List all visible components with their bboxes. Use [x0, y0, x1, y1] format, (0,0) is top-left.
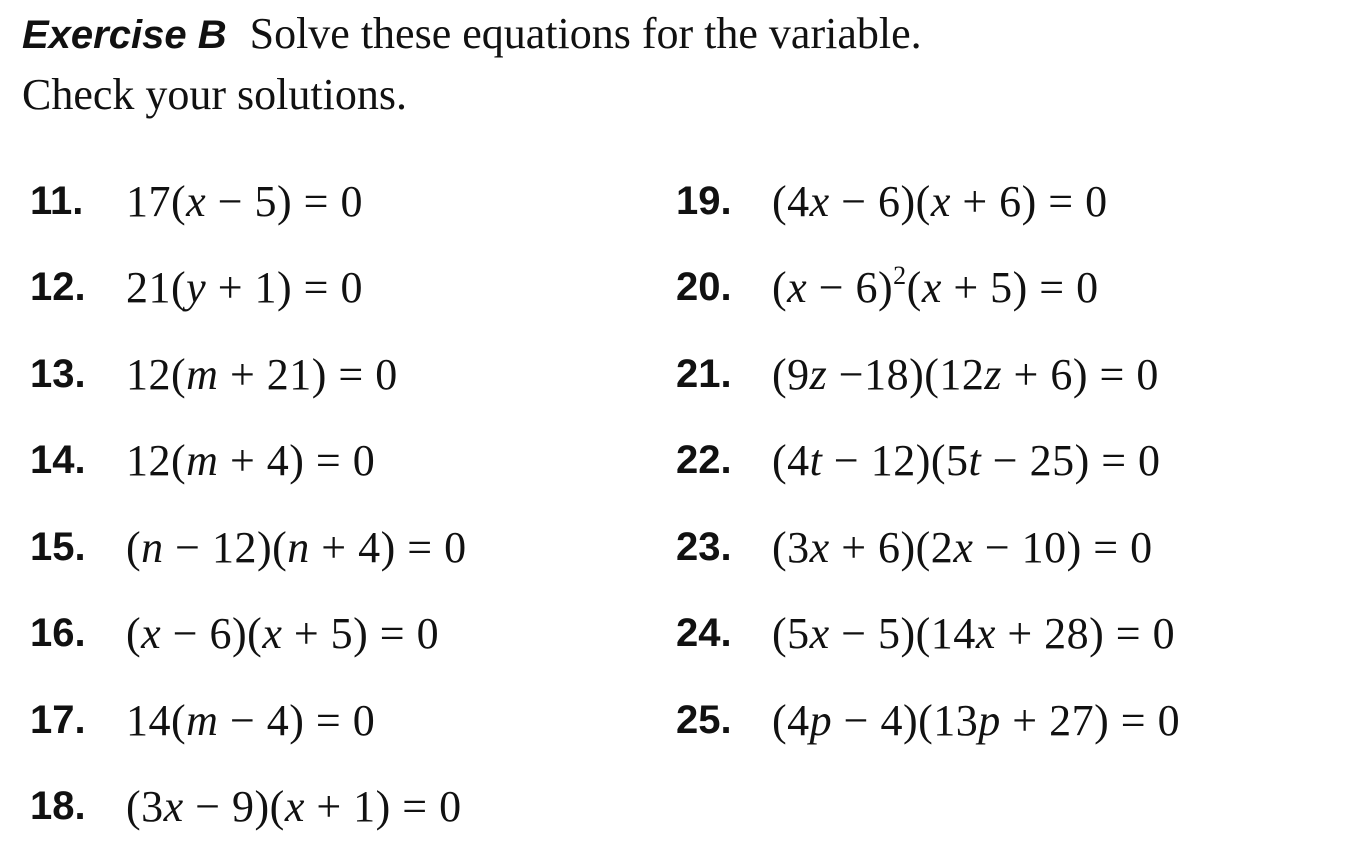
- problem-item: [30, 418, 467, 505]
- instruction-line-2: Check your solutions.: [22, 70, 407, 119]
- problems-column-right: [676, 158, 1180, 764]
- problem-item: [676, 591, 1180, 678]
- problem-item: [676, 331, 1180, 418]
- instruction-text: Solve these equations for the variable.: [249, 9, 922, 58]
- problem-item: [676, 158, 1180, 245]
- problem-item: [30, 591, 467, 678]
- instruction-line-1: [22, 4, 1322, 65]
- problem-item: [676, 245, 1180, 332]
- problem-number: 14.: [30, 438, 86, 483]
- problem-equation: (n − 12)(n + 4) = 0: [126, 522, 467, 572]
- problem-number: 23.: [676, 524, 732, 569]
- problem-equation: (4p − 4)(13p + 27) = 0: [772, 695, 1181, 745]
- problem-number: 24.: [676, 611, 732, 656]
- problem-number: 25.: [676, 697, 732, 742]
- problem-item: [30, 764, 467, 851]
- problem-number: 17.: [30, 697, 86, 742]
- problem-equation: 12(m + 4) = 0: [126, 436, 376, 486]
- problem-equation: 14(m − 4) = 0: [126, 695, 376, 745]
- problem-number: 18.: [30, 784, 86, 829]
- problem-equation: $(x - 6)^2(x + 5) = 0$: [772, 261, 1099, 313]
- problem-number: 16.: [30, 611, 86, 656]
- problem-item: [30, 158, 467, 245]
- problem-item: [30, 504, 467, 591]
- problem-equation: (3x − 9)(x + 1) = 0: [126, 782, 462, 832]
- problem-item: [676, 504, 1180, 591]
- problem-equation: (5x − 5)(14x + 28) = 0: [772, 609, 1176, 659]
- problem-number: 22.: [676, 438, 732, 483]
- problem-item: [30, 677, 467, 764]
- problem-equation: (4x − 6)(x + 6) = 0: [772, 176, 1108, 226]
- problem-equation: (9z −18)(12z + 6) = 0: [772, 349, 1159, 399]
- exercise-label: Exercise B: [22, 13, 227, 57]
- problem-equation: (x − 6)(x + 5) = 0: [126, 609, 440, 659]
- problem-number: 13.: [30, 351, 86, 396]
- problem-number: 12.: [30, 265, 86, 310]
- problem-number: 20.: [676, 265, 732, 310]
- exercise-header: [22, 4, 1322, 125]
- problem-number: 15.: [30, 524, 86, 569]
- problem-number: 21.: [676, 351, 732, 396]
- problem-equation: 17(x − 5) = 0: [126, 176, 363, 226]
- problem-item: [676, 677, 1180, 764]
- problem-item: [30, 245, 467, 332]
- problems-column-left: [30, 158, 467, 850]
- problem-number: 11.: [30, 178, 84, 223]
- problem-equation: 21(y + 1) = 0: [126, 263, 363, 313]
- problem-equation: (3x + 6)(2x − 10) = 0: [772, 522, 1153, 572]
- problem-item: [676, 418, 1180, 505]
- problem-equation: (4t − 12)(5t − 25) = 0: [772, 436, 1161, 486]
- problem-equation: 12(m + 21) = 0: [126, 349, 398, 399]
- problem-item: [30, 331, 467, 418]
- problem-number: 19.: [676, 178, 732, 223]
